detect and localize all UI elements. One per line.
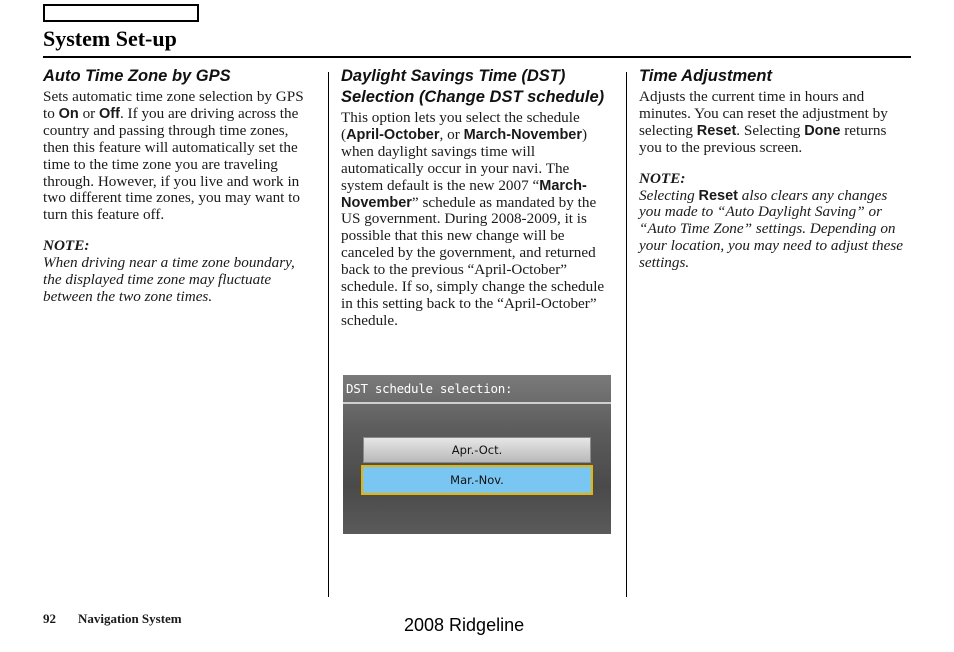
body-text: Sets automatic time zone selection by GPS to	[43, 88, 304, 122]
body-text: This option lets you select the schedule (	[341, 109, 580, 143]
screen-title: DST schedule selection:	[346, 381, 513, 396]
column-divider-1	[328, 72, 329, 597]
time-adjustment-heading: Time Adjustment	[639, 67, 772, 85]
april-october-term: April-October	[346, 126, 440, 143]
auto-time-zone-section	[43, 66, 313, 306]
dst-selection-screen	[343, 375, 611, 534]
footer-section: Navigation System	[78, 611, 182, 626]
header-tab-box	[43, 4, 199, 22]
on-term: On	[58, 105, 79, 122]
auto-time-zone-heading: Auto Time Zone by GPS	[43, 67, 231, 85]
note-label: NOTE:	[43, 237, 90, 255]
march-november-term: March-November	[463, 126, 583, 143]
body-text: . If you are driving across the country and passing through time zones, then this feature will automatically set the time to the time zone you are traveling through. However, if you live and work in two different time zones, you may want to turn this feature off.	[43, 104, 301, 224]
off-term: Off	[99, 105, 120, 122]
body-text: . Selecting	[736, 121, 805, 139]
body-text: returns you to the previous screen.	[639, 121, 887, 156]
dst-heading: Daylight Savings Time (DST) Selection (Change DST schedule)	[341, 67, 605, 106]
done-term: Done	[804, 122, 841, 139]
body-text: Adjusts the current time in hours and minutes. You can reset the adjustment by selecting	[639, 88, 888, 139]
title-divider	[43, 56, 911, 58]
march-november-term: March-November	[341, 177, 587, 211]
time-adjustment-section	[639, 66, 911, 272]
option-apr-oct-button[interactable]: Apr.-Oct.	[363, 437, 591, 463]
column-divider-2	[626, 72, 627, 597]
reset-term: Reset	[698, 187, 738, 204]
note-text-part: also clears any changes you made to “Auto Daylight Saving” or “Auto Time Zone” settings. Depending on your location, you may need to adjust these settings.	[639, 186, 904, 272]
screen-divider	[343, 402, 611, 404]
note-text-part: Selecting	[639, 186, 699, 204]
body-text: ” schedule as mandated by the US government. During 2008-2009, it is possible that this new change will be canceled by the government, and returned back to the previous “April-October” schedule. If so, simply change the schedule in this setting back to the “April-October” schedule.	[341, 193, 605, 329]
dst-section	[341, 66, 615, 330]
auto-time-zone-body	[43, 89, 313, 224]
dst-body	[341, 110, 615, 330]
body-text: ) when daylight savings time will automatically occur in your navi. The system default is the new 2007 “	[341, 125, 588, 194]
note-text	[639, 188, 911, 273]
note-text: When driving near a time zone boundary, the displayed time zone may fluctuate between the two zone times.	[43, 254, 295, 305]
reset-term: Reset	[696, 122, 737, 139]
option-mar-nov-button[interactable]: Mar.-Nov.	[361, 465, 593, 495]
time-adjustment-body	[639, 89, 911, 157]
note-label: NOTE:	[639, 169, 686, 187]
footer-model: 2008 Ridgeline	[404, 615, 525, 635]
page-number: 92	[43, 611, 56, 626]
body-text: , or	[439, 125, 464, 143]
page-title: System Set-up	[43, 26, 177, 51]
body-text: or	[78, 104, 100, 122]
